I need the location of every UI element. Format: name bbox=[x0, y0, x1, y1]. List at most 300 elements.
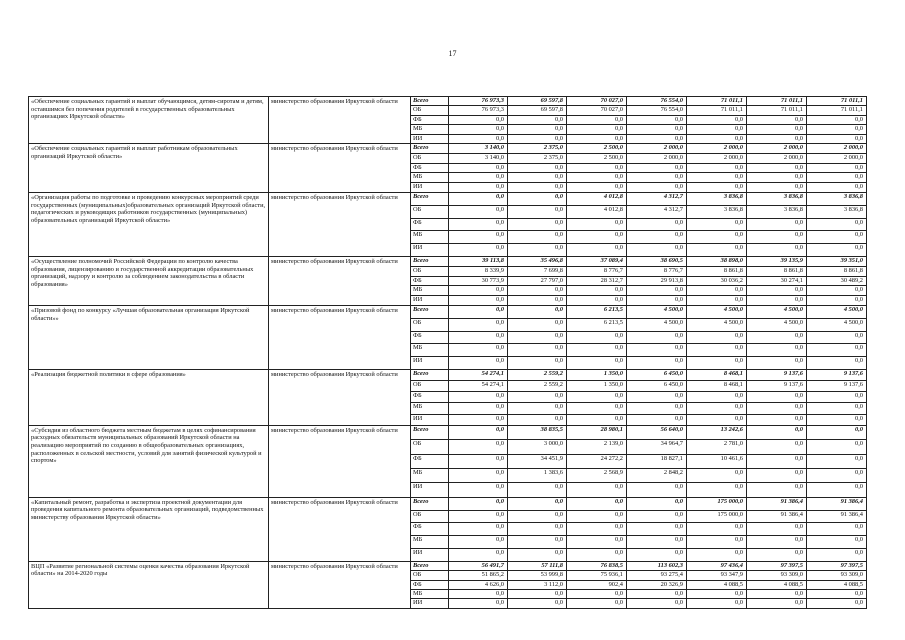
amount-cell: 0,0 bbox=[747, 125, 807, 134]
amount-cell: 0,0 bbox=[508, 134, 567, 143]
funding-source: ФБ bbox=[411, 163, 449, 173]
amount-cell: 0,0 bbox=[747, 218, 807, 231]
funding-source: ИИ bbox=[411, 548, 449, 561]
amount-cell: 0,0 bbox=[627, 163, 687, 173]
amount-cell: 0,0 bbox=[747, 536, 807, 549]
funding-source: ИИ bbox=[411, 244, 449, 257]
amount-cell: 93 275,4 bbox=[627, 571, 687, 580]
amount-cell: 0,0 bbox=[687, 183, 747, 193]
amount-cell: 2 500,0 bbox=[567, 143, 627, 153]
funding-source: ФБ bbox=[411, 276, 449, 286]
measure-name: «Осуществление полномочий Российской Федерации по контролю качества образования, лицензированию и государственной аккредитации образовательных организаций, надзору и контролю за соблюдением законодательства в области образования» bbox=[29, 256, 269, 305]
amount-cell: 0,0 bbox=[747, 440, 807, 454]
amount-cell: 0,0 bbox=[567, 244, 627, 257]
amount-cell: 0,0 bbox=[567, 163, 627, 173]
amount-cell: 8 776,7 bbox=[627, 266, 687, 276]
amount-cell: 0,0 bbox=[627, 134, 687, 143]
amount-cell: 4 088,5 bbox=[687, 580, 747, 589]
amount-cell: 0,0 bbox=[449, 599, 508, 608]
amount-cell: 902,4 bbox=[567, 580, 627, 589]
responsible-executor: министерство образования Иркутской области bbox=[269, 497, 411, 561]
amount-cell: 3 000,0 bbox=[508, 440, 567, 454]
amount-cell: 0,0 bbox=[807, 599, 867, 608]
amount-cell: 0,0 bbox=[747, 589, 807, 598]
responsible-executor: министерство образования Иркутской области bbox=[269, 256, 411, 305]
amount-cell: 53 999,8 bbox=[508, 571, 567, 580]
amount-cell: 0,0 bbox=[687, 134, 747, 143]
amount-cell: 0,0 bbox=[449, 205, 508, 218]
amount-cell: 4 500,0 bbox=[687, 318, 747, 331]
amount-cell: 91 386,4 bbox=[807, 497, 867, 510]
amount-cell: 0,0 bbox=[449, 523, 508, 536]
responsible-executor: министерство образования Иркутской области bbox=[269, 369, 411, 425]
amount-cell: 0,0 bbox=[567, 183, 627, 193]
amount-cell: 51 865,2 bbox=[449, 571, 508, 580]
funding-source: ОБ bbox=[411, 106, 449, 115]
amount-cell: 9 137,6 bbox=[807, 381, 867, 392]
measure-name: «Призовой фонд по конкурсу «Лучшая образовательная организация Иркутской области»» bbox=[29, 305, 269, 369]
amount-cell: 0,0 bbox=[747, 599, 807, 608]
funding-source: ФБ bbox=[411, 218, 449, 231]
responsible-executor: министерство образования Иркутской области bbox=[269, 192, 411, 256]
amount-cell: 0,0 bbox=[747, 454, 807, 468]
responsible-executor: министерство образования Иркутской области bbox=[269, 561, 411, 608]
amount-cell: 0,0 bbox=[567, 497, 627, 510]
amount-cell: 0,0 bbox=[627, 403, 687, 414]
amount-cell: 0,0 bbox=[508, 344, 567, 357]
funding-source: ОБ bbox=[411, 510, 449, 523]
amount-cell: 0,0 bbox=[627, 125, 687, 134]
amount-cell: 4 500,0 bbox=[627, 305, 687, 318]
page-number: 17 bbox=[448, 49, 457, 58]
funding-source: ОБ bbox=[411, 381, 449, 392]
amount-cell: 0,0 bbox=[449, 357, 508, 370]
amount-cell: 0,0 bbox=[449, 440, 508, 454]
funding-source: МБ bbox=[411, 173, 449, 183]
amount-cell: 0,0 bbox=[449, 163, 508, 173]
funding-source: ФБ bbox=[411, 392, 449, 403]
amount-cell: 0,0 bbox=[508, 125, 567, 134]
amount-cell: 0,0 bbox=[449, 305, 508, 318]
funding-source: ФБ bbox=[411, 115, 449, 124]
amount-cell: 0,0 bbox=[627, 296, 687, 306]
amount-cell: 0,0 bbox=[449, 403, 508, 414]
funding-source: МБ bbox=[411, 231, 449, 244]
amount-cell: 0,0 bbox=[449, 192, 508, 205]
amount-cell: 8 861,8 bbox=[747, 266, 807, 276]
amount-cell: 113 602,3 bbox=[627, 561, 687, 570]
amount-cell: 69 597,8 bbox=[508, 97, 567, 106]
funding-source: Всего bbox=[411, 256, 449, 266]
amount-cell: 0,0 bbox=[449, 218, 508, 231]
amount-cell: 0,0 bbox=[747, 357, 807, 370]
amount-cell: 0,0 bbox=[567, 115, 627, 124]
amount-cell: 0,0 bbox=[449, 454, 508, 468]
amount-cell: 0,0 bbox=[449, 331, 508, 344]
amount-cell: 71 011,1 bbox=[687, 97, 747, 106]
amount-cell: 3 112,0 bbox=[508, 580, 567, 589]
funding-source: ИИ bbox=[411, 183, 449, 193]
amount-cell: 70 027,0 bbox=[567, 97, 627, 106]
amount-cell: 0,0 bbox=[449, 286, 508, 296]
amount-cell: 38 690,5 bbox=[627, 256, 687, 266]
responsible-executor: министерство образования Иркутской области bbox=[269, 97, 411, 144]
amount-cell: 0,0 bbox=[807, 469, 867, 483]
amount-cell: 93 309,0 bbox=[807, 571, 867, 580]
amount-cell: 0,0 bbox=[449, 536, 508, 549]
amount-cell: 0,0 bbox=[627, 183, 687, 193]
amount-cell: 0,0 bbox=[807, 286, 867, 296]
amount-cell: 0,0 bbox=[747, 134, 807, 143]
table-row bbox=[29, 305, 867, 318]
amount-cell: 0,0 bbox=[687, 469, 747, 483]
amount-cell: 8 861,8 bbox=[687, 266, 747, 276]
amount-cell: 0,0 bbox=[627, 231, 687, 244]
amount-cell: 8 468,1 bbox=[687, 369, 747, 380]
amount-cell: 0,0 bbox=[687, 536, 747, 549]
amount-cell: 0,0 bbox=[449, 589, 508, 598]
table-row bbox=[29, 497, 867, 510]
amount-cell: 4 500,0 bbox=[747, 318, 807, 331]
amount-cell: 2 000,0 bbox=[687, 143, 747, 153]
amount-cell: 4 088,5 bbox=[747, 580, 807, 589]
amount-cell: 0,0 bbox=[687, 403, 747, 414]
amount-cell: 71 011,1 bbox=[807, 106, 867, 115]
amount-cell: 30 274,1 bbox=[747, 276, 807, 286]
responsible-executor: министерство образования Иркутской области bbox=[269, 305, 411, 369]
amount-cell: 0,0 bbox=[687, 523, 747, 536]
amount-cell: 2 000,0 bbox=[627, 143, 687, 153]
amount-cell: 69 597,8 bbox=[508, 106, 567, 115]
measure-name: «Обеспечение социальных гарантий и выплат обучающимся, детям-сиротам и детям, оставшимся без попечения родителей в государственных образовательных организациях Иркутской области» bbox=[29, 97, 269, 144]
amount-cell: 0,0 bbox=[687, 163, 747, 173]
amount-cell: 0,0 bbox=[627, 286, 687, 296]
funding-source: ИИ bbox=[411, 357, 449, 370]
funding-source: ОБ bbox=[411, 153, 449, 163]
amount-cell: 0,0 bbox=[807, 357, 867, 370]
amount-cell: 0,0 bbox=[567, 536, 627, 549]
amount-cell: 0,0 bbox=[508, 205, 567, 218]
amount-cell: 34 964,7 bbox=[627, 440, 687, 454]
amount-cell: 4 500,0 bbox=[627, 318, 687, 331]
amount-cell: 2 848,2 bbox=[627, 469, 687, 483]
amount-cell: 0,0 bbox=[747, 244, 807, 257]
funding-source: ОБ bbox=[411, 266, 449, 276]
funding-source: Всего bbox=[411, 425, 449, 439]
amount-cell: 0,0 bbox=[807, 454, 867, 468]
amount-cell: 13 242,6 bbox=[687, 425, 747, 439]
amount-cell: 0,0 bbox=[508, 403, 567, 414]
amount-cell: 39 351,0 bbox=[807, 256, 867, 266]
table-row bbox=[29, 143, 867, 153]
amount-cell: 71 011,1 bbox=[747, 106, 807, 115]
amount-cell: 0,0 bbox=[807, 536, 867, 549]
amount-cell: 0,0 bbox=[508, 536, 567, 549]
amount-cell: 0,0 bbox=[449, 231, 508, 244]
amount-cell: 75 936,1 bbox=[567, 571, 627, 580]
measure-name: «Капитальный ремонт, разработка и экспертиза проектной документации для проведения капитального ремонта образовательных организаций, подведомственных министерству образования Иркутской области» bbox=[29, 497, 269, 561]
amount-cell: 0,0 bbox=[508, 163, 567, 173]
amount-cell: 3 140,0 bbox=[449, 143, 508, 153]
amount-cell: 2 139,0 bbox=[567, 440, 627, 454]
amount-cell: 0,0 bbox=[508, 548, 567, 561]
amount-cell: 0,0 bbox=[747, 183, 807, 193]
amount-cell: 0,0 bbox=[449, 425, 508, 439]
funding-source: МБ bbox=[411, 286, 449, 296]
amount-cell: 0,0 bbox=[627, 115, 687, 124]
table-body bbox=[29, 97, 867, 609]
amount-cell: 4 500,0 bbox=[807, 318, 867, 331]
amount-cell: 76 554,0 bbox=[627, 106, 687, 115]
amount-cell: 0,0 bbox=[508, 414, 567, 425]
table-row bbox=[29, 561, 867, 570]
amount-cell: 0,0 bbox=[567, 231, 627, 244]
amount-cell: 9 137,6 bbox=[747, 369, 807, 380]
amount-cell: 0,0 bbox=[449, 414, 508, 425]
amount-cell: 34 451,9 bbox=[508, 454, 567, 468]
amount-cell: 0,0 bbox=[567, 218, 627, 231]
amount-cell: 0,0 bbox=[687, 125, 747, 134]
amount-cell: 2 781,0 bbox=[687, 440, 747, 454]
funding-source: ОБ bbox=[411, 318, 449, 331]
table-row bbox=[29, 256, 867, 266]
amount-cell: 0,0 bbox=[449, 344, 508, 357]
table-row bbox=[29, 97, 867, 106]
funding-source: ИИ bbox=[411, 296, 449, 306]
amount-cell: 0,0 bbox=[567, 134, 627, 143]
amount-cell: 29 913,8 bbox=[627, 276, 687, 286]
amount-cell: 0,0 bbox=[508, 589, 567, 598]
amount-cell: 0,0 bbox=[508, 286, 567, 296]
funding-source: Всего bbox=[411, 143, 449, 153]
amount-cell: 0,0 bbox=[567, 125, 627, 134]
amount-cell: 2 000,0 bbox=[807, 153, 867, 163]
amount-cell: 0,0 bbox=[508, 357, 567, 370]
amount-cell: 4 312,7 bbox=[627, 205, 687, 218]
amount-cell: 97 436,4 bbox=[687, 561, 747, 570]
amount-cell: 0,0 bbox=[747, 414, 807, 425]
funding-source: ФБ bbox=[411, 331, 449, 344]
amount-cell: 0,0 bbox=[508, 497, 567, 510]
amount-cell: 0,0 bbox=[508, 305, 567, 318]
amount-cell: 0,0 bbox=[508, 523, 567, 536]
funding-source: МБ bbox=[411, 536, 449, 549]
amount-cell: 0,0 bbox=[508, 296, 567, 306]
amount-cell: 0,0 bbox=[508, 115, 567, 124]
amount-cell: 35 496,8 bbox=[508, 256, 567, 266]
amount-cell: 3 140,0 bbox=[449, 153, 508, 163]
amount-cell: 0,0 bbox=[807, 163, 867, 173]
budget-table bbox=[28, 96, 867, 609]
funding-source: ОБ bbox=[411, 571, 449, 580]
measure-name: «Реализация бюджетной политики в сфере образования» bbox=[29, 369, 269, 425]
amount-cell: 93 347,9 bbox=[687, 571, 747, 580]
funding-source: Всего bbox=[411, 97, 449, 106]
amount-cell: 0,0 bbox=[449, 173, 508, 183]
funding-source: Всего bbox=[411, 192, 449, 205]
amount-cell: 0,0 bbox=[567, 510, 627, 523]
amount-cell: 4 312,7 bbox=[627, 192, 687, 205]
amount-cell: 0,0 bbox=[449, 548, 508, 561]
amount-cell: 0,0 bbox=[567, 392, 627, 403]
funding-source: Всего bbox=[411, 305, 449, 318]
amount-cell: 0,0 bbox=[807, 344, 867, 357]
amount-cell: 0,0 bbox=[747, 163, 807, 173]
amount-cell: 0,0 bbox=[807, 134, 867, 143]
amount-cell: 0,0 bbox=[567, 357, 627, 370]
amount-cell: 0,0 bbox=[627, 357, 687, 370]
amount-cell: 0,0 bbox=[747, 392, 807, 403]
amount-cell: 0,0 bbox=[687, 244, 747, 257]
amount-cell: 6 213,5 bbox=[567, 305, 627, 318]
amount-cell: 3 836,8 bbox=[687, 192, 747, 205]
amount-cell: 54 274,1 bbox=[449, 381, 508, 392]
amount-cell: 0,0 bbox=[687, 218, 747, 231]
amount-cell: 0,0 bbox=[567, 286, 627, 296]
amount-cell: 8 339,9 bbox=[449, 266, 508, 276]
amount-cell: 0,0 bbox=[807, 523, 867, 536]
amount-cell: 0,0 bbox=[807, 331, 867, 344]
amount-cell: 0,0 bbox=[807, 392, 867, 403]
amount-cell: 0,0 bbox=[627, 510, 687, 523]
amount-cell: 2 559,2 bbox=[508, 381, 567, 392]
amount-cell: 0,0 bbox=[687, 296, 747, 306]
amount-cell: 0,0 bbox=[449, 134, 508, 143]
amount-cell: 0,0 bbox=[567, 599, 627, 608]
amount-cell: 0,0 bbox=[627, 599, 687, 608]
measure-name: «Обеспечение социальных гарантий и выплат работникам образовательных организаций Иркутской области» bbox=[29, 143, 269, 192]
amount-cell: 56 491,7 bbox=[449, 561, 508, 570]
amount-cell: 0,0 bbox=[627, 218, 687, 231]
amount-cell: 0,0 bbox=[567, 173, 627, 183]
amount-cell: 0,0 bbox=[508, 392, 567, 403]
amount-cell: 0,0 bbox=[508, 218, 567, 231]
amount-cell: 28 980,1 bbox=[567, 425, 627, 439]
amount-cell: 0,0 bbox=[807, 414, 867, 425]
measure-name: ВЦП «Развитие региональной системы оценки качества образования Иркутской области» на 2014-2020 годы bbox=[29, 561, 269, 608]
amount-cell: 2 568,9 bbox=[567, 469, 627, 483]
measure-name: «Организация работы по подготовке и проведению конкурсных мероприятий среди государственных (муниципальных)образовательных организаций Иркутской области, педагогических и руководящих работников государственных (муниципальных) образовательных организаций Иркутской области» bbox=[29, 192, 269, 256]
amount-cell: 0,0 bbox=[449, 125, 508, 134]
amount-cell: 76 973,3 bbox=[449, 106, 508, 115]
amount-cell: 0,0 bbox=[508, 318, 567, 331]
amount-cell: 0,0 bbox=[449, 469, 508, 483]
amount-cell: 0,0 bbox=[747, 296, 807, 306]
amount-cell: 0,0 bbox=[567, 548, 627, 561]
amount-cell: 0,0 bbox=[687, 286, 747, 296]
amount-cell: 71 011,1 bbox=[687, 106, 747, 115]
amount-cell: 2 500,0 bbox=[567, 153, 627, 163]
amount-cell: 9 137,6 bbox=[747, 381, 807, 392]
amount-cell: 0,0 bbox=[508, 483, 567, 497]
amount-cell: 4 012,8 bbox=[567, 192, 627, 205]
amount-cell: 0,0 bbox=[627, 173, 687, 183]
amount-cell: 71 011,1 bbox=[807, 97, 867, 106]
amount-cell: 2 000,0 bbox=[627, 153, 687, 163]
amount-cell: 39 113,8 bbox=[449, 256, 508, 266]
amount-cell: 2 000,0 bbox=[747, 143, 807, 153]
amount-cell: 175 000,0 bbox=[687, 510, 747, 523]
funding-source: ФБ bbox=[411, 454, 449, 468]
amount-cell: 0,0 bbox=[687, 589, 747, 598]
amount-cell: 0,0 bbox=[508, 244, 567, 257]
amount-cell: 30 036,2 bbox=[687, 276, 747, 286]
amount-cell: 0,0 bbox=[567, 523, 627, 536]
amount-cell: 0,0 bbox=[687, 331, 747, 344]
amount-cell: 54 274,1 bbox=[449, 369, 508, 380]
funding-source: ФБ bbox=[411, 523, 449, 536]
responsible-executor: министерство образования Иркутской области bbox=[269, 425, 411, 497]
amount-cell: 6 450,0 bbox=[627, 381, 687, 392]
funding-source: ФБ bbox=[411, 580, 449, 589]
amount-cell: 0,0 bbox=[567, 344, 627, 357]
amount-cell: 3 836,8 bbox=[747, 205, 807, 218]
amount-cell: 0,0 bbox=[687, 115, 747, 124]
amount-cell: 0,0 bbox=[807, 425, 867, 439]
amount-cell: 0,0 bbox=[567, 296, 627, 306]
amount-cell: 0,0 bbox=[747, 425, 807, 439]
amount-cell: 0,0 bbox=[627, 523, 687, 536]
amount-cell: 0,0 bbox=[449, 244, 508, 257]
amount-cell: 0,0 bbox=[747, 331, 807, 344]
amount-cell: 97 397,5 bbox=[807, 561, 867, 570]
table-row bbox=[29, 425, 867, 439]
amount-cell: 76 973,3 bbox=[449, 97, 508, 106]
amount-cell: 0,0 bbox=[567, 414, 627, 425]
amount-cell: 0,0 bbox=[567, 331, 627, 344]
amount-cell: 0,0 bbox=[449, 392, 508, 403]
funding-source: Всего bbox=[411, 369, 449, 380]
amount-cell: 0,0 bbox=[687, 344, 747, 357]
amount-cell: 0,0 bbox=[687, 357, 747, 370]
amount-cell: 0,0 bbox=[747, 483, 807, 497]
amount-cell: 4 500,0 bbox=[807, 305, 867, 318]
funding-source: ОБ bbox=[411, 440, 449, 454]
amount-cell: 0,0 bbox=[747, 548, 807, 561]
amount-cell: 0,0 bbox=[807, 218, 867, 231]
amount-cell: 0,0 bbox=[687, 173, 747, 183]
funding-source: ИИ bbox=[411, 134, 449, 143]
amount-cell: 27 797,0 bbox=[508, 276, 567, 286]
amount-cell: 4 500,0 bbox=[687, 305, 747, 318]
amount-cell: 0,0 bbox=[627, 244, 687, 257]
funding-source: ОБ bbox=[411, 205, 449, 218]
amount-cell: 0,0 bbox=[807, 548, 867, 561]
amount-cell: 0,0 bbox=[807, 231, 867, 244]
amount-cell: 0,0 bbox=[508, 173, 567, 183]
amount-cell: 1 350,0 bbox=[567, 369, 627, 380]
funding-source: МБ bbox=[411, 125, 449, 134]
amount-cell: 0,0 bbox=[508, 331, 567, 344]
amount-cell: 0,0 bbox=[687, 548, 747, 561]
amount-cell: 0,0 bbox=[807, 440, 867, 454]
amount-cell: 2 000,0 bbox=[687, 153, 747, 163]
amount-cell: 0,0 bbox=[627, 548, 687, 561]
amount-cell: 0,0 bbox=[807, 403, 867, 414]
amount-cell: 0,0 bbox=[807, 244, 867, 257]
amount-cell: 76 838,5 bbox=[567, 561, 627, 570]
amount-cell: 0,0 bbox=[508, 192, 567, 205]
amount-cell: 0,0 bbox=[687, 599, 747, 608]
amount-cell: 0,0 bbox=[627, 536, 687, 549]
amount-cell: 0,0 bbox=[627, 392, 687, 403]
amount-cell: 0,0 bbox=[567, 403, 627, 414]
amount-cell: 70 027,0 bbox=[567, 106, 627, 115]
amount-cell: 4 500,0 bbox=[747, 305, 807, 318]
amount-cell: 38 835,5 bbox=[508, 425, 567, 439]
amount-cell: 0,0 bbox=[807, 589, 867, 598]
amount-cell: 0,0 bbox=[687, 483, 747, 497]
